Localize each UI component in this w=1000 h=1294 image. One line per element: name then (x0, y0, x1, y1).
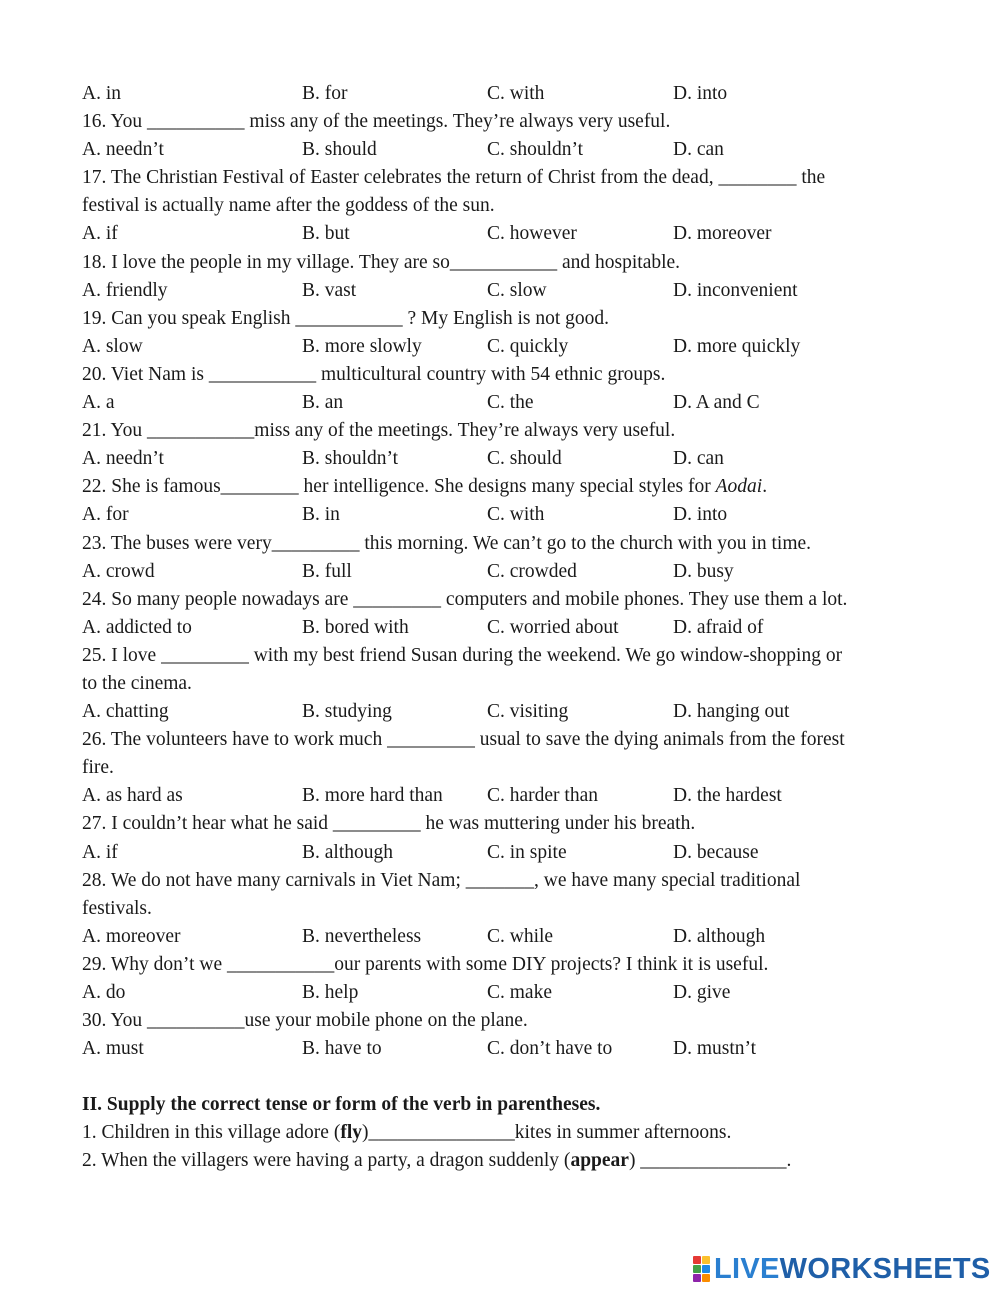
option-d[interactable]: D. A and C (673, 392, 760, 414)
question-list (82, 108, 932, 1063)
option-b[interactable]: B. more slowly (302, 335, 422, 357)
question-text: festival is actually name after the goddess of the sun. (82, 195, 495, 217)
option-b[interactable]: B. studying (302, 701, 392, 723)
option-a[interactable]: A. do (82, 982, 126, 1003)
option-c[interactable]: C. the (487, 392, 534, 414)
question-text: 26. The volunteers have to work much _________ usual to save the dying animals from the forest (82, 729, 845, 751)
option-d[interactable]: D. into (673, 504, 728, 526)
option-a[interactable]: A. addicted to (82, 616, 192, 638)
option-c[interactable]: C. harder than (487, 785, 599, 807)
question-text: 22. She is famous________ her intelligence. She designs many special styles for Aodai. (82, 476, 768, 498)
option-a[interactable]: A. a (82, 392, 115, 414)
exercise-verb: appear (570, 1150, 629, 1172)
option-b[interactable]: B. shouldn’t (302, 448, 399, 470)
option-b[interactable]: B. more hard than (302, 785, 443, 807)
option-d[interactable]: D. mustn’t (673, 1038, 757, 1060)
option-c[interactable]: C. worried about (487, 616, 619, 638)
question-text: 21. You ___________miss any of the meetings. They’re always very useful. (82, 420, 676, 442)
option-c[interactable]: C. with (487, 83, 545, 104)
option-b[interactable]: B. have to (302, 1038, 382, 1060)
option-a[interactable]: A. needn’t (82, 448, 164, 470)
option-b[interactable]: B. full (302, 560, 352, 582)
option-b[interactable]: B. an (302, 392, 344, 414)
option-d[interactable]: D. more quickly (673, 335, 801, 357)
option-c[interactable]: C. in spite (487, 841, 567, 863)
question-text: 27. I couldn’t hear what he said _________ he was muttering under his breath. (82, 813, 696, 835)
option-d[interactable]: D. hanging out (673, 701, 790, 723)
options-row (82, 923, 932, 951)
question-text: 16. You __________ miss any of the meetings. They’re always very useful. (82, 111, 671, 133)
exercise-item-1 (82, 1119, 932, 1147)
option-c[interactable]: C. however (487, 223, 577, 245)
option-d[interactable]: D. busy (673, 560, 734, 582)
option-a[interactable]: A. slow (82, 335, 143, 357)
option-a[interactable]: A. must (82, 1038, 144, 1060)
option-c[interactable]: C. while (487, 925, 554, 947)
options-row (82, 979, 932, 1007)
question-text: fire. (82, 757, 114, 779)
option-a[interactable]: A. as hard as (82, 785, 183, 807)
question-text: 30. You __________use your mobile phone on the plane. (82, 1010, 528, 1032)
logo-block (702, 1265, 710, 1273)
italic-term: Aodai (715, 476, 763, 498)
option-d[interactable]: D. afraid of (673, 616, 764, 638)
option-a[interactable]: A. moreover (82, 925, 181, 947)
liveworksheets-logo[interactable] (693, 1252, 991, 1285)
option-c[interactable]: C. quickly (487, 335, 569, 357)
options-row (82, 558, 932, 586)
option-c[interactable]: C. visiting (487, 701, 569, 723)
options-row (82, 220, 932, 248)
question-text: 25. I love _________ with my best friend Susan during the weekend. We go window-shopping or (82, 644, 843, 666)
option-a[interactable]: A. for (82, 504, 129, 526)
option-c[interactable]: C. with (487, 504, 545, 526)
exercise-item-2 (82, 1147, 932, 1175)
question-text: 17. The Christian Festival of Easter celebrates the return of Christ from the dead, ________ the (82, 167, 826, 189)
option-b[interactable]: B. for (302, 83, 348, 104)
options-row (82, 333, 932, 361)
option-a[interactable]: A. chatting (82, 701, 169, 723)
section-2-title: II. Supply the correct tense or form of the verb in parentheses. (82, 1094, 601, 1116)
question-text: 18. I love the people in my village. They are so___________ and hospitable. (82, 251, 681, 273)
question-text: 20. Viet Nam is ___________ multicultural country with 54 ethnic groups. (82, 363, 666, 385)
logo-block (693, 1256, 701, 1264)
options-row (82, 782, 932, 810)
options-row (82, 614, 932, 642)
logo-block (693, 1265, 701, 1273)
option-c[interactable]: C. shouldn’t (487, 139, 584, 161)
option-b[interactable]: B. but (302, 223, 350, 245)
question-text: 29. Why don’t we ___________our parents with some DIY projects? I think it is useful. (82, 953, 769, 975)
option-a[interactable]: A. crowd (82, 560, 155, 582)
option-d[interactable]: D. inconvenient (673, 279, 798, 301)
question-text: 23. The buses were very_________ this morning. We can’t go to the church with you in time. (82, 532, 812, 554)
logo-block (693, 1274, 701, 1282)
option-d[interactable]: D. can (673, 448, 724, 470)
option-c[interactable]: C. make (487, 982, 552, 1003)
option-a[interactable]: A. if (82, 841, 118, 863)
option-b[interactable]: B. help (302, 982, 359, 1003)
question-text: to the cinema. (82, 672, 192, 694)
exercise-suffix[interactable]: ) _______________. (628, 1150, 792, 1172)
exercise-prefix: 1. Children in this village adore ( (82, 1122, 341, 1144)
options-row (82, 698, 932, 726)
option-c[interactable]: C. crowded (487, 560, 577, 582)
options-row (82, 277, 932, 305)
logo-block (702, 1256, 710, 1264)
option-a[interactable]: A. friendly (82, 279, 168, 301)
question-text: 24. So many people nowadays are _________ computers and mobile phones. They use them a lot. (82, 588, 848, 610)
option-b[interactable]: B. should (302, 139, 377, 161)
options-row (82, 839, 932, 867)
option-d[interactable]: D. the hardest (673, 785, 782, 807)
top-options-row (82, 80, 932, 108)
option-d[interactable]: D. give (673, 982, 731, 1003)
option-c[interactable]: C. slow (487, 279, 547, 301)
option-a[interactable]: A. needn’t (82, 139, 164, 161)
option-a[interactable]: A. in (82, 83, 121, 104)
logo-text: LIVEWORKSHEETS (714, 1252, 991, 1285)
question-text: 28. We do not have many carnivals in Viet Nam; _______, we have many special traditional (82, 869, 801, 891)
option-b[interactable]: B. bored with (302, 616, 409, 638)
option-a[interactable]: A. if (82, 223, 118, 245)
worksheet-page (82, 80, 932, 1176)
option-b[interactable]: B. in (302, 504, 340, 526)
question-text: 19. Can you speak English ___________ ? My English is not good. (82, 307, 610, 329)
options-row (82, 389, 932, 417)
option-b[interactable]: B. vast (302, 279, 357, 301)
options-row (82, 1035, 932, 1063)
logo-blocks-icon (693, 1256, 710, 1282)
exercise-verb: fly (340, 1122, 362, 1144)
option-b[interactable]: B. nevertheless (302, 925, 422, 947)
spacer (82, 1063, 932, 1091)
option-d[interactable]: D. because (673, 841, 759, 863)
option-d[interactable]: D. although (673, 925, 766, 947)
option-d[interactable]: D. can (673, 139, 724, 161)
option-c[interactable]: C. should (487, 448, 562, 470)
question-text: festivals. (82, 897, 152, 919)
option-d[interactable]: D. moreover (673, 223, 772, 245)
exercise-prefix: 2. When the villagers were having a party, a dragon suddenly ( (82, 1150, 571, 1172)
options-row (82, 136, 932, 164)
exercise-suffix[interactable]: )_______________kites in summer afternoons. (362, 1122, 732, 1144)
option-d[interactable]: D. into (673, 83, 728, 104)
option-b[interactable]: B. although (302, 841, 393, 863)
option-c[interactable]: C. don’t have to (487, 1038, 613, 1060)
logo-block (702, 1274, 710, 1282)
options-row (82, 501, 932, 529)
options-row (82, 445, 932, 473)
